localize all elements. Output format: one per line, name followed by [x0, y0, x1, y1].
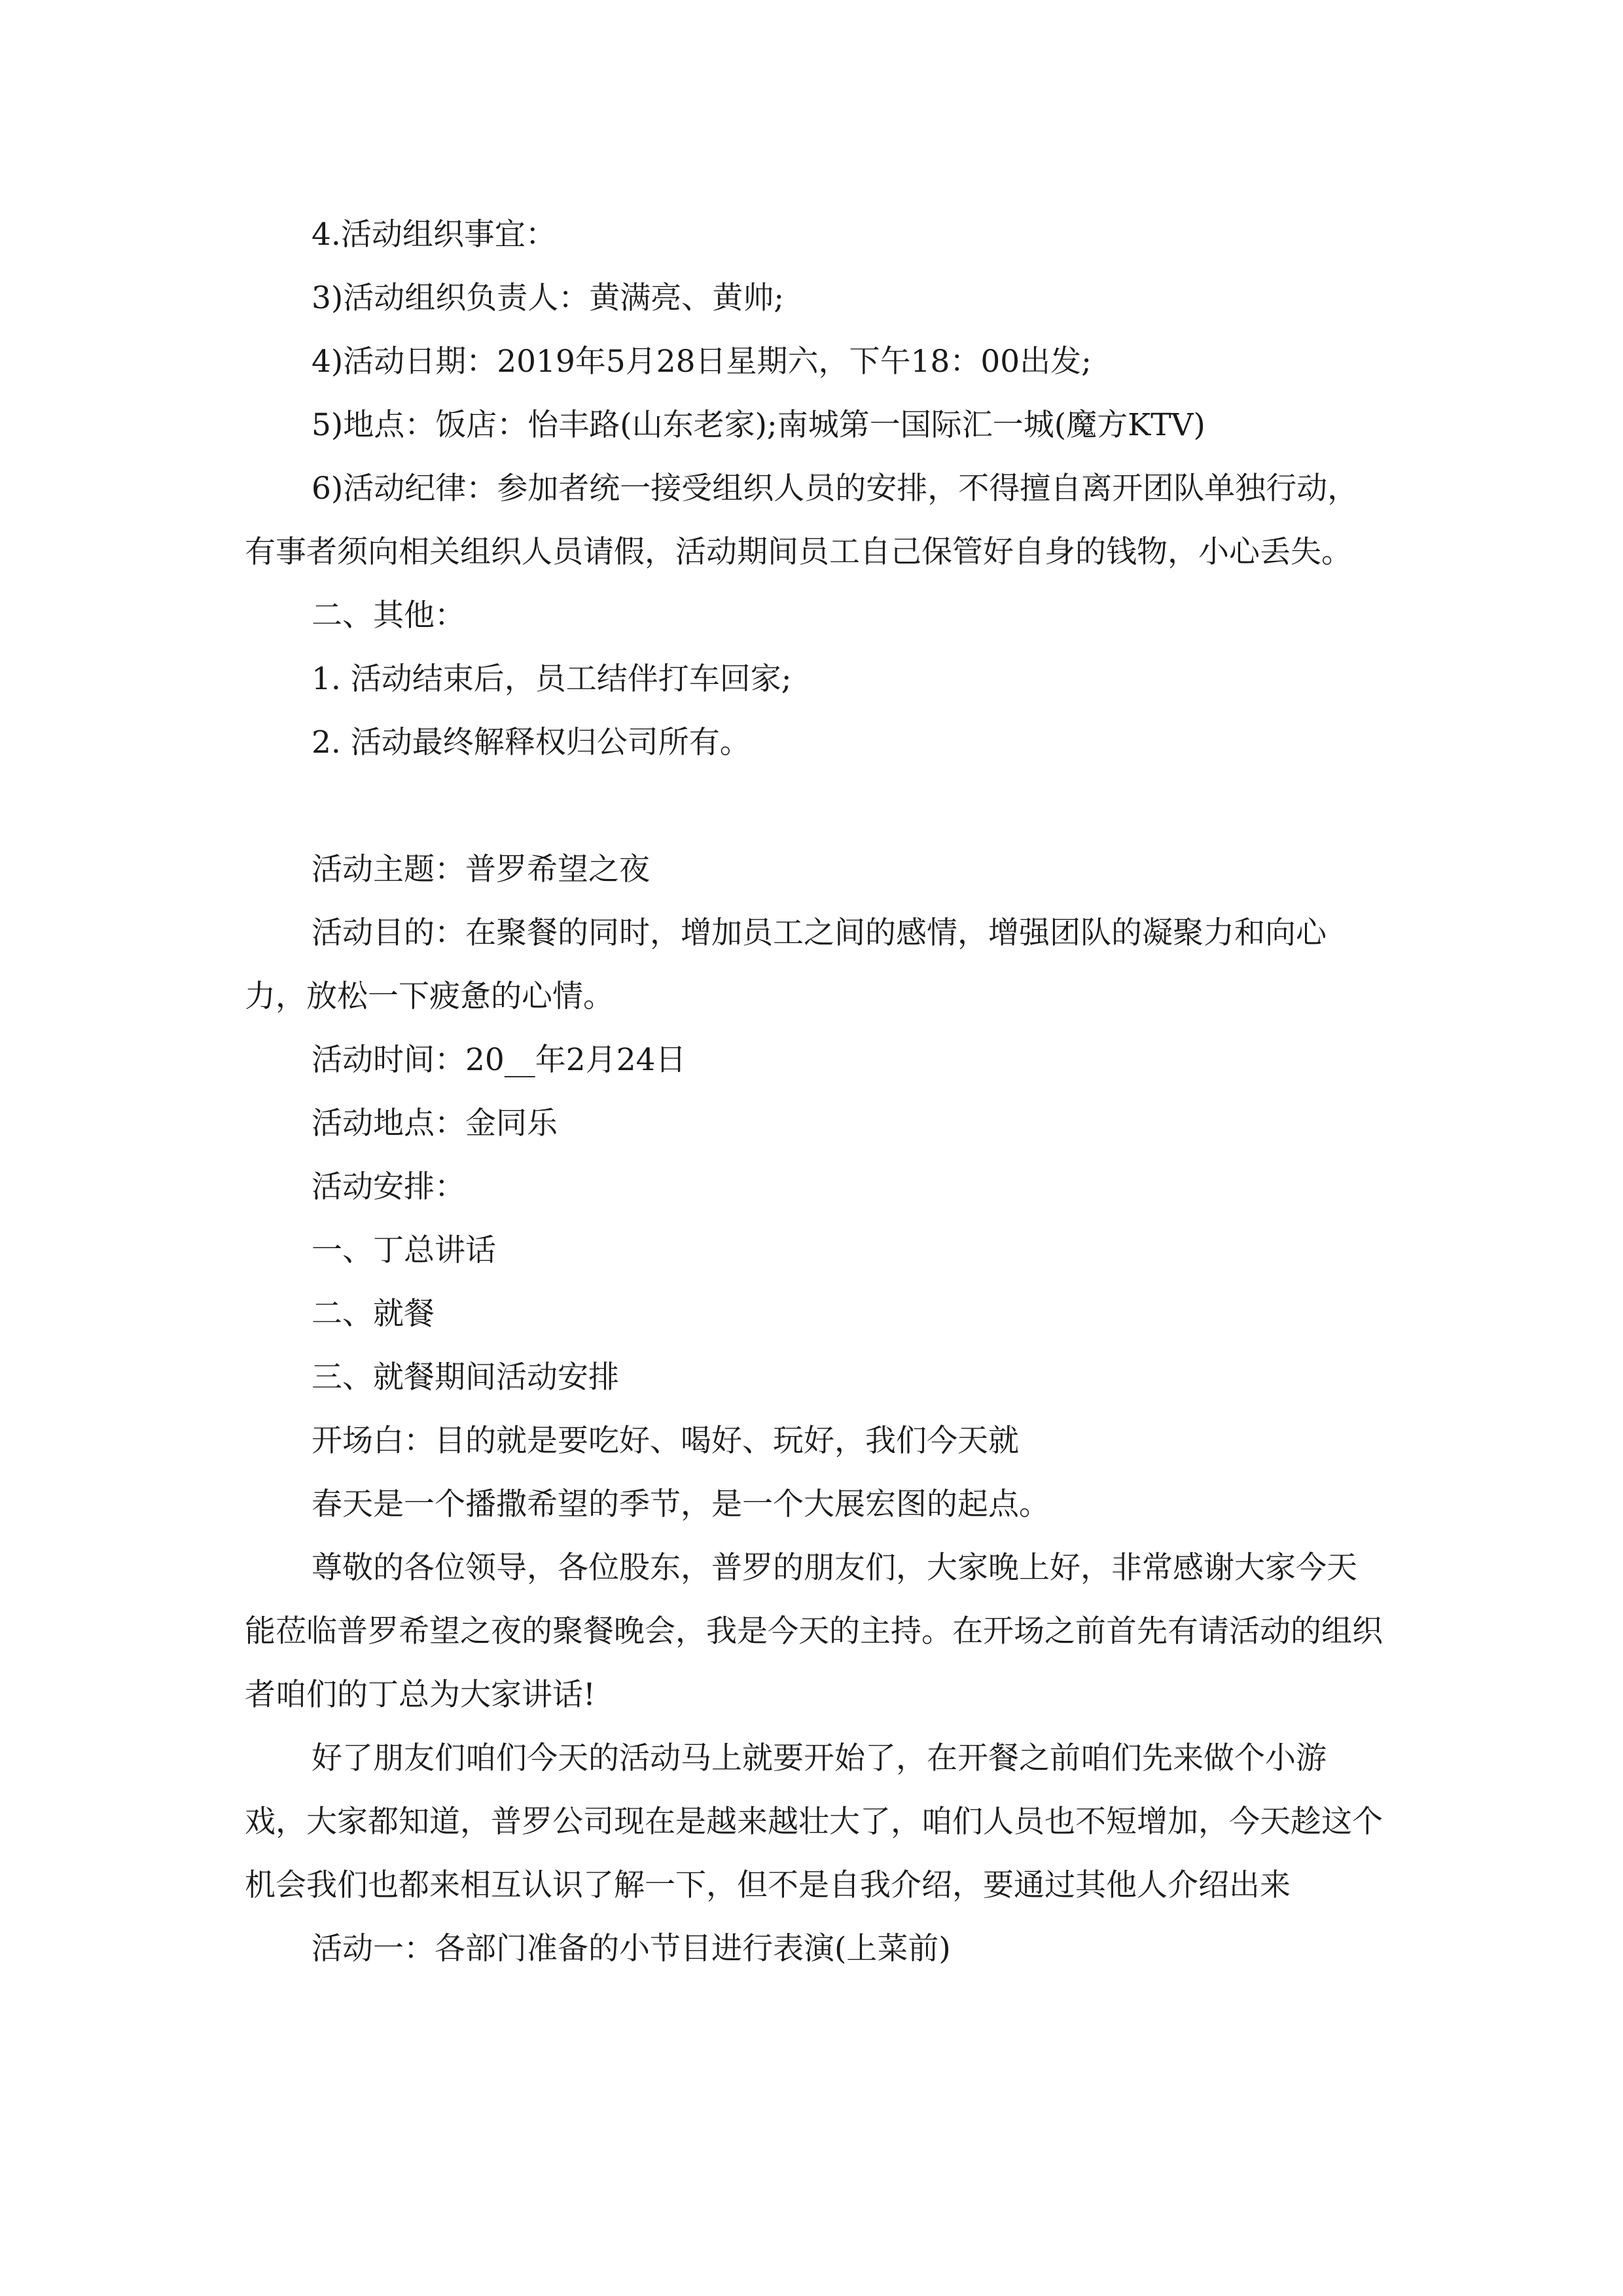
other-item-2: 2. 活动最终解释权归公司所有。 [312, 725, 751, 761]
activity-theme: 活动主题：普罗希望之夜 [312, 852, 650, 888]
opening-remarks: 开场白：目的就是要吃好、喝好、玩好，我们今天就 [312, 1423, 1019, 1459]
host-greeting-paragraph: 尊敬的各位领导，各位股东，普罗的朋友们，大家晚上好，非常感谢大家今天能莅临普罗希望之夜的聚餐晚会，我是今天的主持。在开场之前首先有请活动的组织者咱们的丁总为大家讲话! [245, 1550, 1383, 1713]
activity-place: 活动地点：金同乐 [312, 1105, 558, 1141]
location-line: 5)地点：饭店：怡丰路(山东老家);南城第一国际汇一城(魔方KTV) [312, 407, 1205, 443]
activity-purpose: 活动目的：在聚餐的同时，增加员工之间的感情，增强团队的凝聚力和向心力，放松一下疲惫的心情。 [245, 915, 1327, 1014]
arrangement-step-3: 三、就餐期间活动安排 [312, 1359, 619, 1395]
arrangement-step-1: 一、丁总讲话 [312, 1232, 496, 1268]
section-heading-organization: 4.活动组织事宜： [312, 217, 556, 253]
section-heading-other: 二、其他： [312, 598, 465, 634]
discipline-paragraph: 6)活动纪律：参加者统一接受组织人员的安排，不得擅自离开团队单独行动，有事者须向相关组织人员请假，活动期间员工自己保管好自身的钱物，小心丢失。 [245, 471, 1359, 570]
paragraph-gap [245, 774, 1383, 838]
document-body [245, 203, 1383, 1981]
game-intro-paragraph: 好了朋友们咱们今天的活动马上就要开始了，在开餐之前咱们先来做个小游戏，大家都知道，普罗公司现在是越来越壮大了，咱们人员也不短增加，今天趁这个机会我们也都来相互认识了解一下，但不是自我介绍，要通过其他人介绍出来 [245, 1740, 1383, 1903]
spring-line: 春天是一个播撒希望的季节，是一个大展宏图的起点。 [312, 1486, 1050, 1522]
activity-time: 活动时间：20__年2月24日 [312, 1042, 687, 1078]
other-item-1: 1. 活动结束后，员工结伴打车回家; [312, 661, 792, 697]
organizer-line: 3)活动组织负责人：黄满亮、黄帅; [312, 280, 785, 316]
arrangement-step-2: 二、就餐 [312, 1296, 435, 1332]
activity-one: 活动一：各部门准备的小节目进行表演(上菜前) [312, 1931, 951, 1967]
date-line: 4)活动日期：2019年5月28日星期六，下午18：00出发; [312, 344, 1092, 380]
activity-arrangement: 活动安排： [312, 1169, 465, 1205]
